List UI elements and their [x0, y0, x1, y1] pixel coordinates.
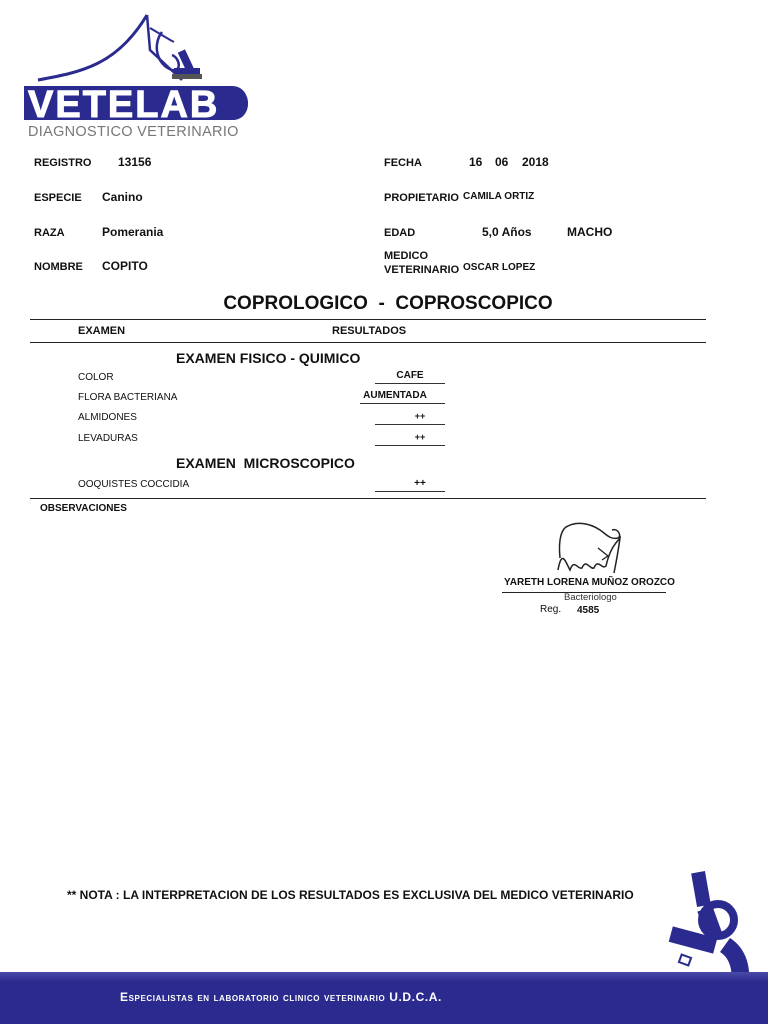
brand-name: VETELAB: [28, 84, 220, 126]
nombre-label: NOMBRE: [34, 261, 83, 273]
registro-value: 13156: [118, 155, 152, 169]
col-examen: EXAMEN: [78, 325, 126, 337]
footer-banner-text: Especialistas en laboratorio clinico veterinario U.D.C.A.: [120, 990, 442, 1004]
raza-value: Pomerania: [102, 225, 164, 239]
col-resultados: RESULTADOS: [332, 325, 407, 337]
nombre-value: COPITO: [102, 259, 148, 273]
section-microscopico: EXAMEN MICROSCOPICO: [176, 455, 355, 471]
signer-name: YARETH LORENA MUÑOZ OROZCO: [504, 577, 675, 588]
medico-label-1: MEDICO: [384, 250, 428, 262]
header-bottom-rule: [30, 342, 706, 343]
result-name: LEVADURAS: [78, 433, 138, 444]
header-top-rule: [30, 319, 706, 320]
edad-label: EDAD: [384, 227, 416, 239]
result-underline: [375, 424, 445, 425]
sexo-value: MACHO: [567, 225, 613, 239]
result-name: ALMIDONES: [78, 412, 137, 423]
result-underline: [375, 445, 445, 446]
raza-label: RAZA: [34, 227, 65, 239]
result-value: AUMENTADA: [363, 390, 427, 401]
medico-value: OSCAR LOPEZ: [463, 262, 536, 273]
result-value: ++: [414, 432, 426, 442]
fecha-mes: 06: [495, 155, 509, 169]
observaciones-label: OBSERVACIONES: [40, 503, 127, 514]
fecha-dia: 16: [469, 155, 483, 169]
result-underline: [375, 491, 445, 492]
result-name: COLOR: [78, 372, 114, 383]
result-name: OOQUISTES COCCIDIA: [78, 479, 190, 490]
result-name: FLORA BACTERIANA: [78, 392, 178, 403]
result-value: CAFE: [396, 370, 424, 381]
edad-value: 5,0 Años: [482, 225, 532, 239]
especie-label: ESPECIE: [34, 192, 82, 204]
result-underline: [360, 403, 445, 404]
registro-label: REGISTRO: [34, 157, 92, 169]
fecha-anio: 2018: [522, 155, 549, 169]
report-title: COPROLOGICO - COPROSCOPICO: [223, 293, 553, 314]
vetelab-logo: [22, 10, 262, 145]
result-underline: [375, 383, 445, 384]
fecha-label: FECHA: [384, 157, 422, 169]
propietario-value: CAMILA ORTIZ: [463, 191, 535, 202]
especie-value: Canino: [102, 190, 143, 204]
reg-value: 4585: [577, 605, 600, 616]
brand-tagline: DIAGNOSTICO VETERINARIO: [28, 124, 239, 140]
propietario-label: PROPIETARIO: [384, 192, 459, 204]
section-fisico: EXAMEN FISICO - QUIMICO: [176, 350, 361, 366]
nota-text: ** NOTA : LA INTERPRETACION DE LOS RESULTADOS ES EXCLUSIVA DEL MEDICO VETERINARIO: [67, 888, 634, 902]
observaciones-rule: [30, 498, 706, 499]
result-value: ++: [414, 411, 426, 421]
result-value: ++: [414, 478, 426, 489]
reg-label: Reg.: [540, 604, 562, 615]
medico-label-2: VETERINARIO: [384, 264, 460, 276]
signature-scribble: [548, 518, 638, 578]
footer-banner: [0, 972, 768, 1024]
signer-role: Bacteriologo: [564, 592, 617, 603]
